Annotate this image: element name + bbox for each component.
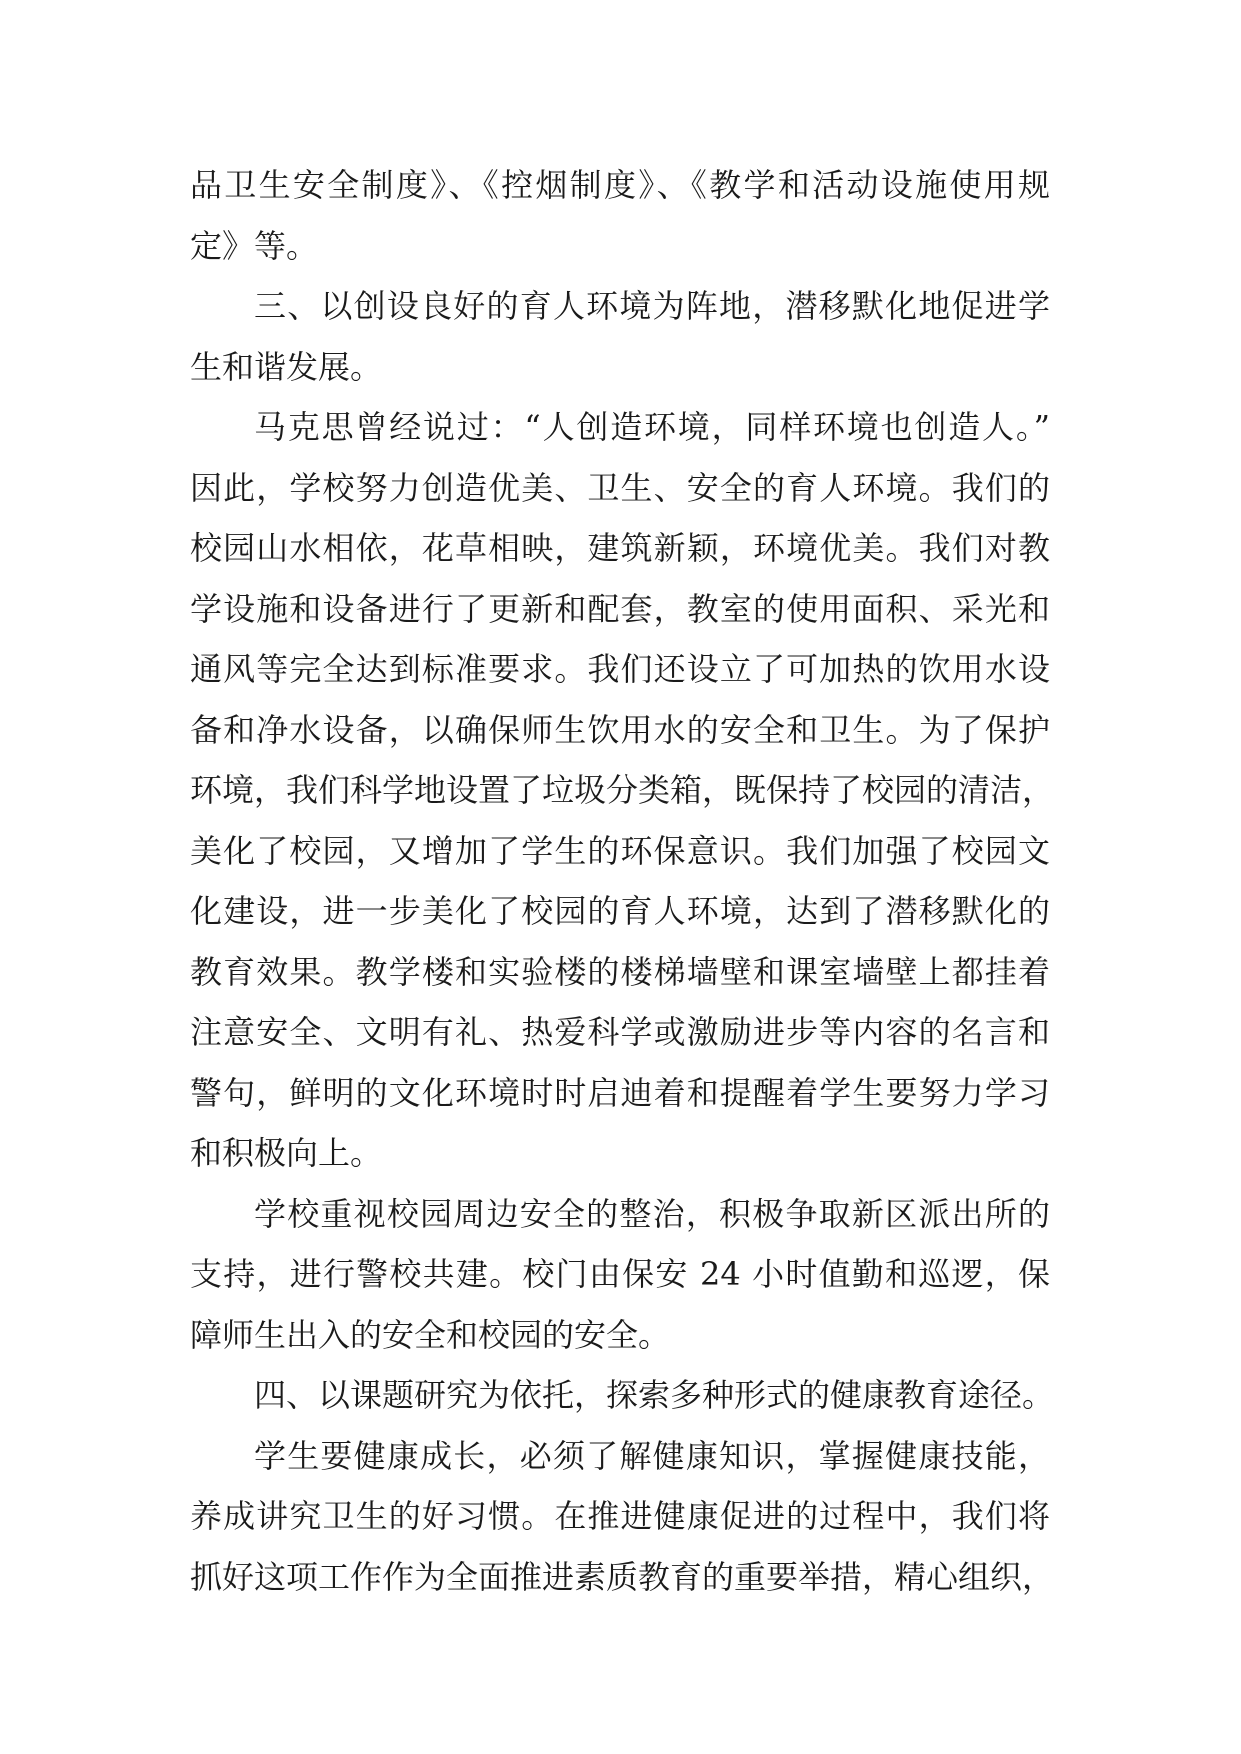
text-line: 美化了校园，又增加了学生的环保意识。我们加强了校园文 — [190, 831, 1050, 870]
para-environment — [190, 397, 1055, 1184]
text-line: 障师生出入的安全和校园的安全。 — [190, 1315, 671, 1354]
text-line: 备和净水设备，以确保师生饮用水的安全和卫生。为了保护 — [190, 710, 1050, 749]
text-line: 四、以课题研究为依托，探索多种形式的健康教育途径。 — [254, 1376, 1055, 1414]
text-line: 化建设，进一步美化了校园的育人环境，达到了潜移默化的 — [190, 892, 1050, 930]
text-line: 学校重视校园周边安全的整治，积极争取新区派出所的 — [254, 1194, 1050, 1233]
text-line: 和积极向上。 — [190, 1134, 383, 1172]
text-line: 三、以创设良好的育人环境为阵地，潜移默化地促进学 — [254, 287, 1050, 325]
text-line: 注意安全、文明有礼、热爱科学或激励进步等内容的名言和 — [190, 1013, 1050, 1051]
text-line: 校园山水相依，花草相映，建筑新颖，环境优美。我们对教 — [190, 529, 1050, 567]
para-campus-security — [190, 1184, 1050, 1366]
text-line: 教育效果。教学楼和实验楼的楼梯墙壁和课室墙壁上都挂着 — [190, 952, 1050, 991]
para-continued-regulations — [190, 155, 1050, 276]
text-line: 抓好这项工作作为全面推进素质教育的重要举措，精心组织， — [190, 1557, 1055, 1596]
text-line: 马克思曾经说过：“人创造环境，同样环境也创造人。” — [254, 408, 1050, 446]
text-line: 生和谐发展。 — [190, 347, 383, 386]
text-line: 养成讲究卫生的好习惯。在推进健康促进的过程中，我们将 — [190, 1497, 1050, 1535]
heading-section-three — [190, 276, 1050, 397]
text-line: 环境，我们科学地设置了垃圾分类箱，既保持了校园的清洁， — [190, 771, 1055, 809]
text-line: 学设施和设备进行了更新和配套，教室的使用面积、采光和 — [190, 589, 1050, 628]
text-line: 定》等。 — [190, 226, 319, 265]
heading-section-four — [190, 1365, 1055, 1426]
text-line: 支持，进行警校共建。校门由保安 24 小时值勤和巡逻，保 — [190, 1255, 1050, 1293]
text-line: 品卫生安全制度》、《控烟制度》、《教学和活动设施使用规 — [190, 166, 1050, 204]
text-line: 学生要健康成长，必须了解健康知识，掌握健康技能， — [254, 1436, 1050, 1475]
document-body — [190, 155, 1055, 1607]
text-line: 因此，学校努力创造优美、卫生、安全的育人环境。我们的 — [190, 468, 1050, 507]
text-line: 通风等完全达到标准要求。我们还设立了可加热的饮用水设 — [190, 650, 1050, 688]
text-line: 警句，鲜明的文化环境时时启迪着和提醒着学生要努力学习 — [190, 1073, 1050, 1112]
para-health-education — [190, 1426, 1055, 1608]
